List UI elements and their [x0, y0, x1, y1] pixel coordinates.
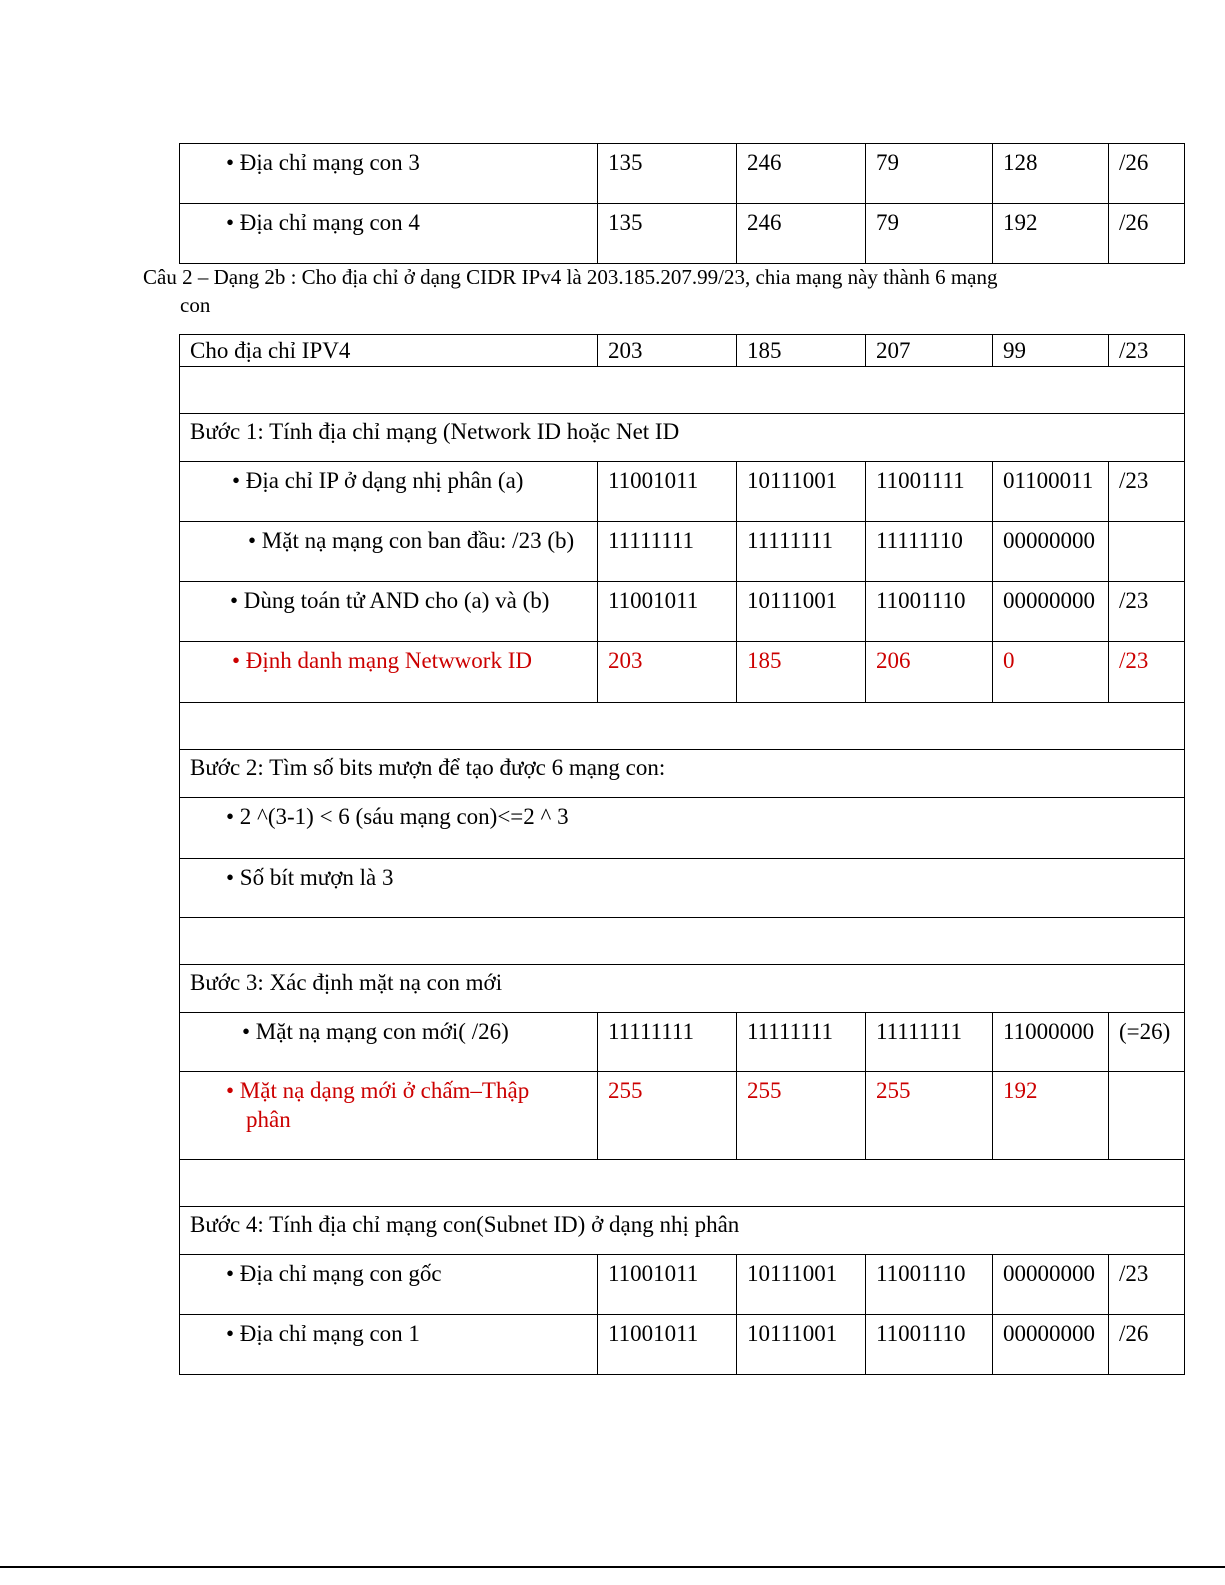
table-row [180, 1255, 1185, 1315]
row-label: • Địa chỉ mạng con 1 [180, 1315, 598, 1375]
octet-2: 246 [737, 144, 866, 204]
table-row [180, 522, 1185, 582]
given-row [180, 335, 1185, 367]
octet-4: 01100011 [993, 462, 1109, 522]
network-id-row [180, 642, 1185, 703]
row-label-line-2: phân [246, 1107, 291, 1132]
octet-4: 11000000 [993, 1013, 1109, 1072]
row-label: • Dùng toán tử AND cho (a) và (b) [180, 582, 598, 642]
octet-3: 11001110 [866, 582, 993, 642]
prefix: /23 [1109, 335, 1185, 367]
row-label: • Địa chỉ IP ở dạng nhị phân (a) [180, 462, 598, 522]
octet-1: 203 [598, 335, 737, 367]
octet-4: 192 [993, 204, 1109, 264]
octet-3: 11111111 [866, 1013, 993, 1072]
spacer-row [180, 1160, 1185, 1207]
row-label: • Địa chỉ mạng con 3 [180, 144, 598, 204]
row-label: • Mặt nạ mạng con ban đầu: /23 (b) [180, 522, 598, 582]
row-label: • Định danh mạng Netwwork ID [180, 642, 598, 703]
octet-1: 135 [598, 204, 737, 264]
octet-2: 11111111 [737, 522, 866, 582]
step-3-heading [180, 965, 1185, 1013]
octet-2: 185 [737, 335, 866, 367]
row-label: • Địa chỉ mạng con 4 [180, 204, 598, 264]
octet-3: 206 [866, 642, 993, 703]
step-title: Bước 1: Tính địa chỉ mạng (Network ID hoặc Net ID [180, 414, 1185, 462]
octet-1: 255 [598, 1072, 737, 1160]
step-title: Bước 2: Tìm số bits mượn để tạo được 6 mạng con: [180, 750, 1185, 798]
octet-1: 135 [598, 144, 737, 204]
prefix: /23 [1109, 1255, 1185, 1315]
step-1-heading [180, 414, 1185, 462]
octet-4: 0 [993, 642, 1109, 703]
octet-3: 79 [866, 204, 993, 264]
step-title: Bước 3: Xác định mặt nạ con mới [180, 965, 1185, 1013]
question-text [143, 263, 1043, 319]
prefix: /23 [1109, 642, 1185, 703]
table-row [180, 462, 1185, 522]
octet-3: 207 [866, 335, 993, 367]
octet-4: 00000000 [993, 1255, 1109, 1315]
octet-2: 10111001 [737, 462, 866, 522]
prefix: /26 [1109, 1315, 1185, 1375]
spacer-row [180, 918, 1185, 965]
octet-3: 11001111 [866, 462, 993, 522]
table-row [180, 798, 1185, 859]
octet-3: 11001110 [866, 1255, 993, 1315]
table-row [180, 582, 1185, 642]
octet-4: 128 [993, 144, 1109, 204]
top-table [179, 143, 1185, 264]
step-title: Bước 4: Tính địa chỉ mạng con(Subnet ID) ở dạng nhị phân [180, 1207, 1185, 1255]
octet-2: 11111111 [737, 1013, 866, 1072]
octet-1: 11001011 [598, 462, 737, 522]
spacer-row [180, 703, 1185, 750]
prefix [1109, 522, 1185, 582]
row-label: Cho địa chỉ IPV4 [180, 335, 598, 367]
step-2-heading [180, 750, 1185, 798]
step-2-line-1: • 2 ^(3-1) < 6 (sáu mạng con)<=2 ^ 3 [180, 798, 1185, 859]
octet-4: 00000000 [993, 1315, 1109, 1375]
table-row [180, 144, 1185, 204]
prefix: /23 [1109, 582, 1185, 642]
table-row [180, 1013, 1185, 1072]
octet-1: 11111111 [598, 522, 737, 582]
step-2-line-2: • Số bít mượn là 3 [180, 859, 1185, 918]
octet-3: 11111110 [866, 522, 993, 582]
prefix: /26 [1109, 144, 1185, 204]
prefix: /23 [1109, 462, 1185, 522]
prefix: /26 [1109, 204, 1185, 264]
prefix [1109, 1072, 1185, 1160]
table-row [180, 204, 1185, 264]
octet-1: 203 [598, 642, 737, 703]
question-line-2: con [180, 293, 211, 317]
octet-2: 10111001 [737, 582, 866, 642]
dotted-mask-row [180, 1072, 1185, 1160]
octet-1: 11111111 [598, 1013, 737, 1072]
prefix: (=26) [1109, 1013, 1185, 1072]
octet-2: 246 [737, 204, 866, 264]
octet-4: 99 [993, 335, 1109, 367]
octet-1: 11001011 [598, 582, 737, 642]
row-label-line-1: • Mặt nạ dạng mới ở chấm–Thập [226, 1078, 530, 1103]
row-label [180, 1072, 598, 1160]
octet-4: 00000000 [993, 522, 1109, 582]
octet-4: 192 [993, 1072, 1109, 1160]
step-4-heading [180, 1207, 1185, 1255]
table-row [180, 859, 1185, 918]
octet-1: 11001011 [598, 1255, 737, 1315]
octet-3: 11001110 [866, 1315, 993, 1375]
octet-2: 185 [737, 642, 866, 703]
octet-2: 255 [737, 1072, 866, 1160]
row-label: • Mặt nạ mạng con mới( /26) [180, 1013, 598, 1072]
octet-3: 255 [866, 1072, 993, 1160]
octet-4: 00000000 [993, 582, 1109, 642]
octet-2: 10111001 [737, 1315, 866, 1375]
row-label: • Địa chỉ mạng con gốc [180, 1255, 598, 1315]
octet-1: 11001011 [598, 1315, 737, 1375]
octet-3: 79 [866, 144, 993, 204]
spacer-row [180, 367, 1185, 414]
page-divider [0, 1566, 1225, 1568]
table-row [180, 1315, 1185, 1375]
subnet-table [179, 334, 1185, 1375]
octet-2: 10111001 [737, 1255, 866, 1315]
question-line-1: Câu 2 – Dạng 2b : Cho địa chỉ ở dạng CIDR IPv4 là 203.185.207.99/23, chia mạng này thành 6 mạng [143, 265, 998, 289]
